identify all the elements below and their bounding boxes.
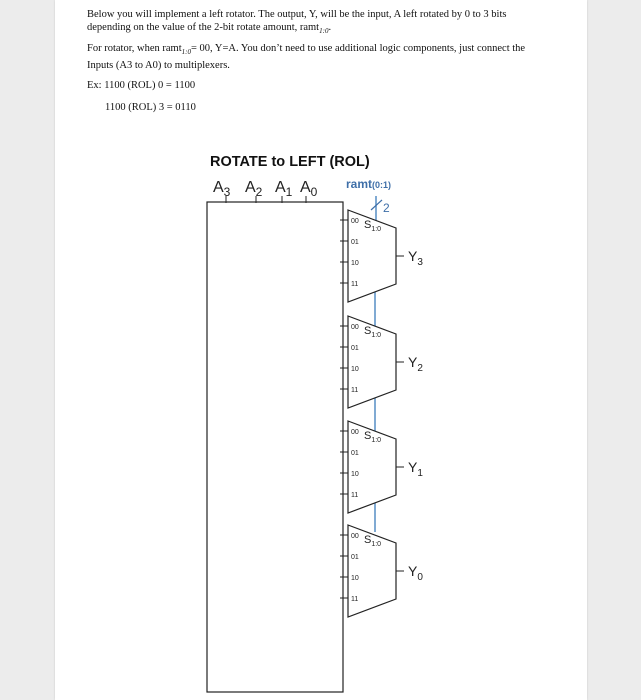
output-label-y0: $Y_0$ — [408, 563, 423, 583]
mux-input-label: 10 — [351, 575, 359, 582]
mux-input-label: 10 — [351, 471, 359, 478]
input-labels — [213, 179, 318, 199]
mux-input-label: 00 — [351, 218, 359, 225]
mux-input-label: 01 — [351, 345, 359, 352]
mux-input-label: 11 — [351, 281, 359, 288]
rotator-line-2: Inputs (A3 to A0) to multiplexers. — [87, 60, 230, 72]
mux-input-label: 10 — [351, 260, 359, 267]
mux-select-label: $S_{1:0}$ — [364, 219, 382, 233]
rotator-line-1a: For rotator, when ramt — [87, 43, 182, 54]
diagram-title: ROTATE to LEFT (ROL) — [210, 154, 370, 170]
mux-input-label: 11 — [351, 492, 359, 499]
mux-input-label: 00 — [351, 429, 359, 436]
mux-input-label: 01 — [351, 450, 359, 457]
intro-line-2-end: . — [328, 22, 332, 33]
input-label-a0: $A_0$ — [300, 179, 318, 199]
mux-input-label: 11 — [351, 387, 359, 394]
multiplexers — [340, 210, 423, 617]
input-label-a2: $A_2$ — [245, 179, 263, 199]
intro-line-2-text: depending on the value of the 2-bit rotate amount, ramt — [87, 22, 320, 33]
mux-y2 — [340, 316, 423, 408]
output-label-y1: $Y_1$ — [408, 459, 423, 479]
example-1: Ex: 1100 (ROL) 0 = 1100 — [87, 80, 196, 91]
ramt-label: ramt(0:1) — [346, 177, 392, 191]
mux-y3 — [340, 210, 423, 302]
output-label-y2: $Y_2$ — [408, 354, 423, 374]
mux-input-label: 01 — [351, 239, 359, 246]
example-2: 1100 (ROL) 3 = 0110 — [105, 102, 196, 113]
rotator-ramt-subscript: 1:0 — [181, 48, 191, 57]
mux-select-label: $S_{1:0}$ — [364, 430, 382, 444]
mux-input-label: 11 — [351, 596, 359, 603]
mux-input-label: 00 — [351, 324, 359, 331]
mux-input-label: 10 — [351, 366, 359, 373]
mux-input-label: 00 — [351, 533, 359, 540]
input-label-a3: $A_3$ — [213, 179, 231, 199]
wiring-area-box — [207, 202, 343, 692]
mux-input-label: 01 — [351, 554, 359, 561]
mux-select-label: $S_{1:0}$ — [364, 534, 382, 548]
rotator-line-1b: = 00, Y=A. You don’t need to use additional logic components, just connect the — [190, 43, 526, 54]
mux-y0 — [340, 525, 423, 617]
mux-select-label: $S_{1:0}$ — [364, 325, 382, 339]
bus-width-label: 2 — [383, 201, 390, 215]
mux-y1 — [340, 421, 423, 513]
ramt-subscript: 1:0 — [319, 27, 329, 36]
input-label-a1: $A_1$ — [275, 179, 293, 199]
output-label-y3: $Y_3$ — [408, 248, 423, 268]
intro-line-1: Below you will implement a left rotator. The output, Y, will be the input, A left rotated by 0 to 3 bits — [87, 9, 507, 20]
